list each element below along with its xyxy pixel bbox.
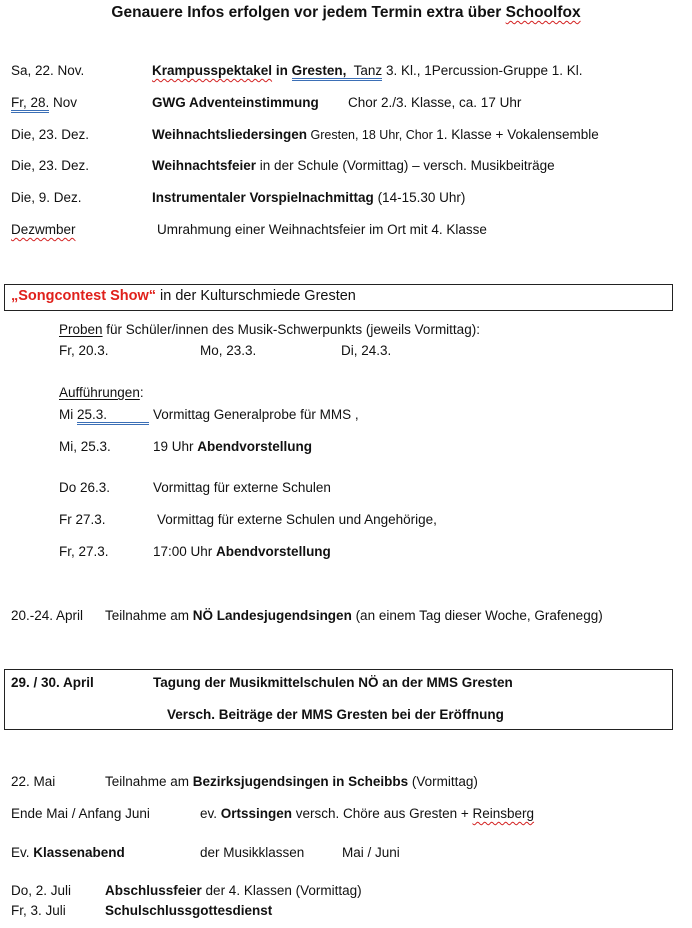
event-date: Die, 23. Dez. [11,158,90,173]
event-period: Mai / Juni [342,845,400,860]
event-title-in: in [275,63,288,78]
tagung-date: 29. / 30. April [11,675,94,690]
proben-line [59,322,480,337]
event-date [11,95,77,113]
event-detail: versch. Chöre aus Gresten + [292,806,473,821]
event-title: Weihnachtsfeier [152,158,257,173]
auffuehrungen-colon: : [139,385,144,400]
event-detail: 1. Klasse + Vokalensemble [436,127,599,142]
tagung-title: Tagung der Musikmittelschulen NÖ an der MMS Gresten [153,675,513,690]
event-date [11,845,125,860]
performance-title: Abendvorstellung [197,439,313,454]
event-desc [200,806,534,821]
event-date: Die, 23. Dez. [11,127,90,142]
event-date-month: Nov [49,95,78,110]
event-title: GWG Adventeinstimmung [152,95,319,110]
event-title: NÖ Landesjugendsingen [192,608,352,623]
event-detail: Chor 2./3. Klasse, ca. 17 Uhr [348,95,522,110]
event-title: Ortssingen [220,806,293,821]
event-desc [152,158,555,173]
event-detail: (an einem Tag dieser Woche, Grafenegg) [351,608,603,623]
proben-label: Proben [59,322,103,337]
event-title: Abschlussfeier [105,883,202,898]
event-title: Instrumentaler Vorspielnachmittag [152,190,374,205]
event-date: Sa, 22. Nov. [11,63,85,78]
event-desc [105,774,478,789]
event-tanz: Tanz [353,63,383,78]
title-text: Genauere Infos erfolgen vor jedem Termin extra über [111,4,506,21]
document-title [0,4,692,22]
event-date: Do, 2. Juli [11,883,72,898]
event-detail: 3. Kl., 1Percussion-Gruppe 1. Kl. [385,63,583,78]
event-detail-small: Gresten, 18 Uhr, Chor [307,128,437,142]
performance-desc: Vormittag für externe Schulen und Angehörige, [157,512,437,527]
event-title: Bezirksjugendsingen in Scheibbs [192,774,409,789]
event-place: Gresten, [291,63,347,78]
event-title: Schulschlussgottesdienst [105,903,273,918]
event-date: Fr, 3. Juli [11,903,66,918]
event-date-flagged: Fr, 28. [11,95,49,113]
title-schoolfox: Schoolfox [505,4,581,21]
performance-desc: Vormittag für externe Schulen [153,480,331,495]
performance-date [59,407,149,425]
songcontest-title: „Songcontest Show“ [11,288,156,304]
performance-desc [153,544,331,559]
proben-date: Di, 24.3. [341,343,392,358]
event-detail: der 4. Klassen (Vormittag) [201,883,362,898]
performance-desc: Vormittag Generalprobe für MMS , [153,407,359,422]
event-desc [152,127,599,142]
event-prefix: Teilnahme am [105,774,193,789]
event-title: Klassenabend [33,845,125,860]
event-date: Die, 9. Dez. [11,190,82,205]
event-desc [152,190,465,205]
performance-date: Fr 27.3. [59,512,106,527]
auffuehrungen-label: Aufführungen [59,385,140,400]
performance-date: Fr, 27.3. [59,544,109,559]
auffuehrungen-line [59,385,144,400]
event-date: Ende Mai / Anfang Juni [11,806,150,821]
event-desc [105,883,362,898]
event-desc [152,95,319,110]
event-place-flagged: Reinsberg [472,806,535,821]
songcontest-location: in der Kulturschmiede Gresten [156,288,356,304]
event-date: 22. Mai [11,774,56,789]
event-prefix: ev. [200,806,221,821]
event-detail: in der Schule (Vormittag) – versch. Musikbeiträge [256,158,555,173]
performance-date: Mi, 25.3. [59,439,111,454]
performance-day: Mi [59,407,77,422]
tagung-subtitle: Versch. Beiträge der MMS Gresten bei der Eröffnung [167,707,504,722]
event-desc [152,63,583,81]
performance-desc [153,439,312,454]
event-detail: (Vormittag) [408,774,478,789]
event-date: Dezwmber [11,222,76,237]
performance-time: 19 Uhr [153,439,198,454]
event-prefix: Ev. [11,845,34,860]
performance-date-flagged: 25.3. [77,407,149,425]
event-prefix: Teilnahme am [105,608,193,623]
event-date: 20.-24. April [11,608,84,623]
performance-title: Abendvorstellung [216,544,331,559]
proben-desc: für Schüler/innen des Musik-Schwerpunkts (jeweils Vormittag): [102,322,480,337]
proben-date: Fr, 20.3. [59,343,109,358]
performance-time: 17:00 Uhr [153,544,217,559]
proben-date: Mo, 23.3. [200,343,257,358]
event-detail: (14-15.30 Uhr) [373,190,466,205]
event-title: Weihnachtsliedersingen [152,127,308,142]
event-desc: Umrahmung einer Weihnachtsfeier im Ort mit 4. Klasse [157,222,487,237]
performance-date: Do 26.3. [59,480,111,495]
event-desc [105,608,603,623]
event-title: Krampusspektakel [152,63,273,78]
event-desc: der Musikklassen [200,845,305,860]
songcontest-heading [11,288,356,304]
